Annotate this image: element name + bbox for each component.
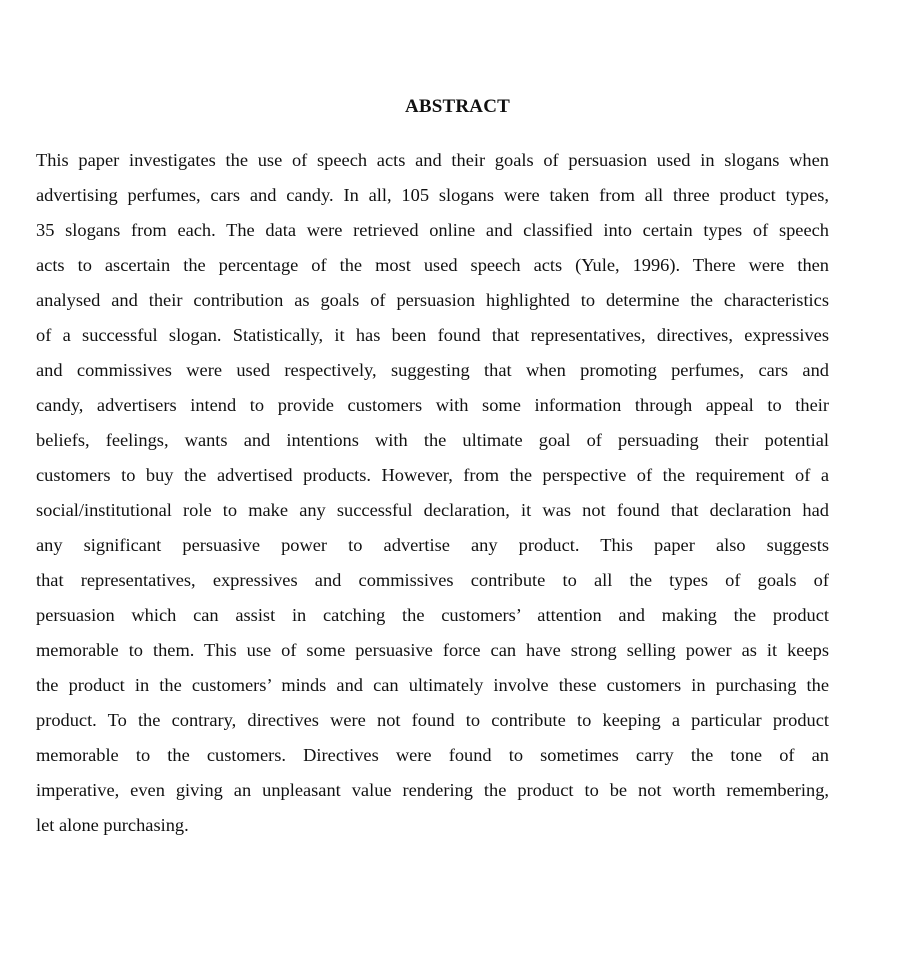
abstract-line: advertising perfumes, cars and candy. In all, 105 slogans were taken from all three product types, <box>36 185 829 205</box>
abstract-line: that representatives, expressives and commissives contribute to all the types of goals of <box>36 570 829 590</box>
abstract-line: and commissives were used respectively, suggesting that when promoting perfumes, cars and <box>36 360 829 380</box>
abstract-line: acts to ascertain the percentage of the most used speech acts (Yule, 1996). There were then <box>36 255 829 275</box>
abstract-line: product. To the contrary, directives were not found to contribute to keeping a particular product <box>36 710 829 730</box>
abstract-line: customers to buy the advertised products. However, from the perspective of the requirement of a <box>36 465 829 485</box>
abstract-line: of a successful slogan. Statistically, it has been found that representatives, directives, expressives <box>36 325 829 345</box>
abstract-heading: ABSTRACT <box>404 96 511 117</box>
abstract-line: memorable to the customers. Directives were found to sometimes carry the tone of an <box>36 745 829 765</box>
abstract-line: 35 slogans from each. The data were retrieved online and classified into certain types of speech <box>36 220 829 240</box>
abstract-line: any significant persuasive power to advertise any product. This paper also suggests <box>36 535 829 555</box>
abstract-line: This paper investigates the use of speech acts and their goals of persuasion used in slogans when <box>36 150 829 170</box>
abstract-line: memorable to them. This use of some persuasive force can have strong selling power as it keeps <box>36 640 829 660</box>
abstract-line: candy, advertisers intend to provide customers with some information through appeal to their <box>36 395 829 415</box>
abstract-line: social/institutional role to make any successful declaration, it was not found that declaration had <box>36 500 829 520</box>
abstract-line: imperative, even giving an unpleasant value rendering the product to be not worth remembering, <box>36 780 829 800</box>
abstract-line: persuasion which can assist in catching the customers’ attention and making the product <box>36 605 829 625</box>
abstract-line: analysed and their contribution as goals of persuasion highlighted to determine the characteristics <box>36 290 829 310</box>
abstract-line: beliefs, feelings, wants and intentions with the ultimate goal of persuading their potential <box>36 430 829 450</box>
abstract-line: let alone purchasing. <box>36 815 189 835</box>
abstract-body <box>36 147 829 847</box>
abstract-line: the product in the customers’ minds and can ultimately involve these customers in purchasing the <box>36 675 829 695</box>
